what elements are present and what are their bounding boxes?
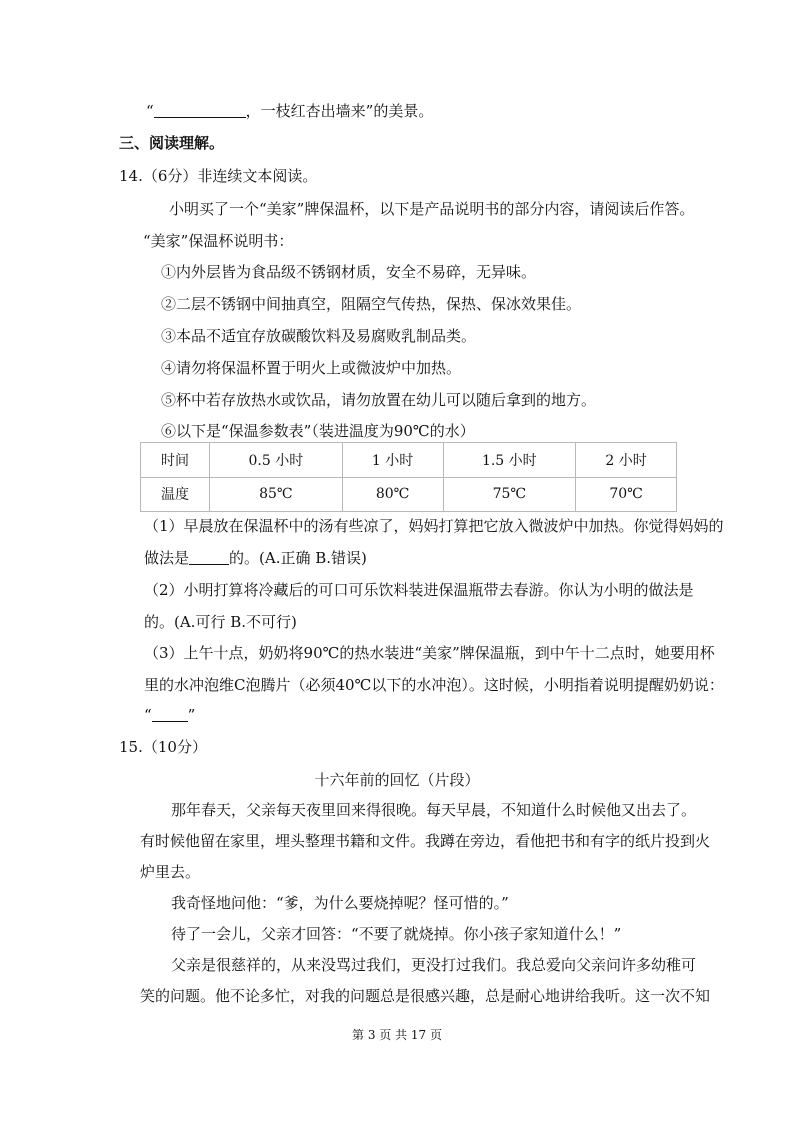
sub1-answer-blank[interactable] — [189, 550, 229, 565]
manual-item-4: ④请勿将保温杯置于明火上或微波炉中加热。 — [161, 359, 462, 377]
open-quote: “ — [146, 102, 154, 120]
table-row — [141, 477, 677, 512]
table-cell: 1 小时 — [342, 443, 443, 478]
section-heading: 三、阅读理解。 — [119, 134, 225, 152]
passage-p2: 我奇怪地问他：“爹，为什么要烧掉呢？怪可惜的。” — [171, 894, 509, 912]
passage-p1-line3: 炉里去。 — [140, 863, 201, 881]
page-footer: 第 3 页 共 17 页 — [352, 1028, 442, 1042]
q14-sub3-line1: （3）上午十点，奶奶将90℃的热水装进“美家”牌保温瓶，到中午十二点时，她要用杯 — [144, 644, 715, 662]
passage-title: 十六年前的回忆（片段） — [314, 771, 480, 789]
manual-item-5: ⑤杯中若存放热水或饮品，请勿放置在幼儿可以随后拿到的地方。 — [161, 391, 597, 409]
sub3-answer-blank[interactable] — [152, 707, 188, 722]
passage-p1-line2: 有时候他留在家里，埋头整理书籍和文件。我蹲在旁边，看他把书和有字的纸片投到火 — [140, 832, 711, 850]
q15-header: 15.（10分） — [119, 738, 207, 756]
manual-item-6: ⑥以下是“保温参数表”（装进温度为90℃的水） — [161, 422, 475, 440]
table-cell: 70℃ — [576, 477, 677, 512]
table-cell: 1.5 小时 — [443, 443, 576, 478]
poem-line-text: ，一枝红杏出墙来”的美景。 — [245, 102, 434, 120]
table-cell: 温度 — [141, 477, 210, 512]
passage-p4-line2: 笑的问题。他不论多忙，对我的问题总是很感兴趣，总是耐心地讲给我听。这一次不知 — [140, 987, 711, 1005]
sub1-suffix: 的。(A.正确 B.错误) — [229, 549, 367, 567]
q14-sub2-line1: （2）小明打算将冷藏后的可口可乐饮料装进保温瓶带去春游。你认为小明的做法是 — [144, 581, 694, 599]
passage-p3: 待了一会儿，父亲才回答：“不要了就烧掉。你小孩子家知道什么！” — [171, 925, 622, 943]
q14-sub1-line2 — [144, 548, 367, 568]
table-cell: 时间 — [141, 443, 210, 478]
manual-item-3: ③本品不适宜存放碳酸饮料及易腐败乳制品类。 — [161, 327, 477, 345]
manual-item-1: ①内外层皆为食品级不锈钢材质，安全不易碎，无异味。 — [161, 263, 537, 281]
table-cell: 75℃ — [443, 477, 576, 512]
poem-fill-line — [146, 101, 433, 121]
q14-sub3-line2: 里的水冲泡维C泡腾片（必须40℃以下的水冲泡）。这时候，小明指着说明提醒奶奶说： — [144, 676, 724, 694]
table-cell: 0.5 小时 — [210, 443, 343, 478]
q14-intro: 小明买了一个“美家”牌保温杯，以下是产品说明书的部分内容，请阅读后作答。 — [169, 200, 695, 218]
sub1-prefix: 做法是 — [144, 549, 190, 567]
q14-sub3-line3 — [144, 705, 195, 725]
open-quote: “ — [144, 706, 152, 724]
passage-p1-line1: 那年春天，父亲每天夜里回来得很晚。每天早晨，不知道什么时候他又出去了。 — [171, 801, 697, 819]
passage-p4-line1: 父亲是很慈祥的，从来没骂过我们，更没打过我们。我总爱向父亲问许多幼稚可 — [171, 956, 697, 974]
table-cell: 80℃ — [342, 477, 443, 512]
poem-answer-blank[interactable] — [154, 103, 246, 118]
insulation-parameter-table — [140, 442, 677, 512]
q14-sub1-line1: （1）早晨放在保温杯中的汤有些凉了，妈妈打算把它放入微波炉中加热。你觉得妈妈的 — [144, 517, 724, 535]
table-row — [141, 443, 677, 478]
table-cell: 85℃ — [210, 477, 343, 512]
manual-title: “美家”保温杯说明书： — [143, 232, 294, 250]
table-cell: 2 小时 — [576, 443, 677, 478]
q14-header: 14.（6分）非连续文本阅读。 — [119, 167, 318, 185]
manual-item-2: ②二层不锈钢中间抽真空，阻隔空气传热，保热、保冰效果佳。 — [161, 295, 582, 313]
close-quote: ” — [187, 706, 196, 724]
q14-sub2-line2: 的。(A.可行 B.不可行) — [144, 613, 297, 631]
